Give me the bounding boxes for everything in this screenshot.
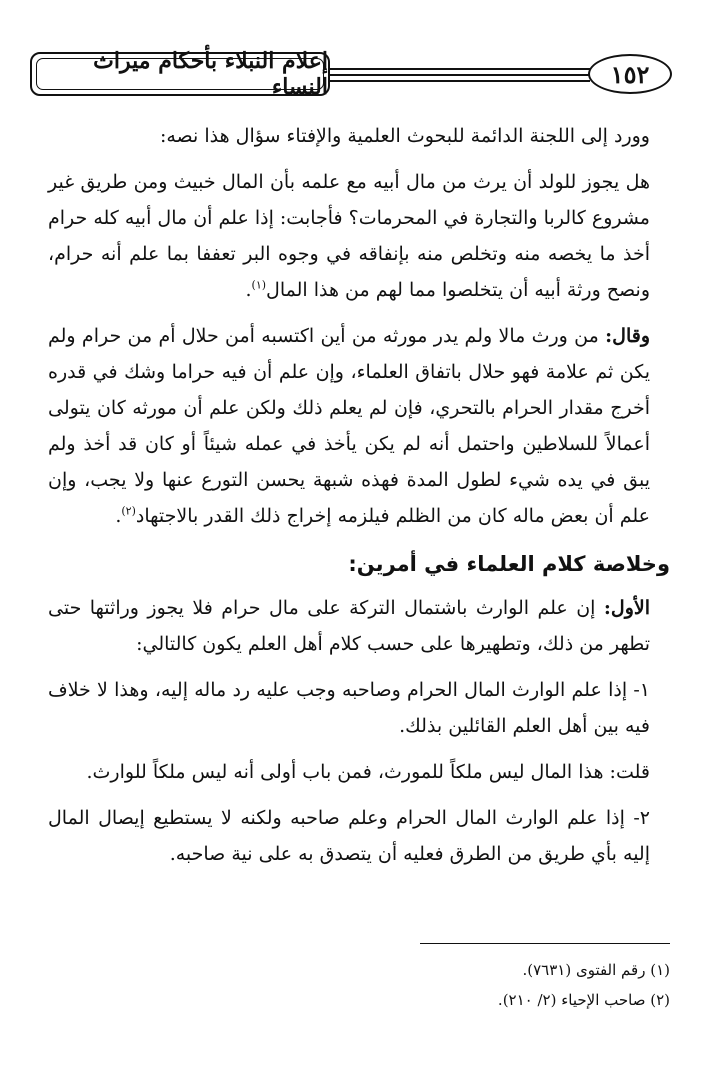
item-2: ٢- إذا علم الوارث المال الحرام وعلم صاحبه ولكنه لا يستطيع إيصال المال إليه بأي طريق من الطرق فعليه أن يتصدق به على نية صاحبه.	[48, 807, 650, 865]
question-end: .	[245, 279, 252, 301]
footnote-ref-1: (١)	[251, 278, 267, 292]
footnote-divider	[420, 943, 670, 944]
first-text: إن علم الوارث باشتمال التركة على مال حرام فلا يجوز وراثتها حتى تطهر من ذلك، وتطهيرها على حسب كلام أهل العلم يكون كالتالي:	[48, 597, 650, 655]
page-header	[30, 48, 680, 102]
summary-heading: وخلاصة كلام العلماء في أمرين:	[348, 552, 670, 576]
first-label: الأول:	[603, 597, 650, 619]
item-1: ١- إذا علم الوارث المال الحرام وصاحبه وجب عليه رد ماله إليه، وهذا لا خلاف فيه بين أهل العلم القائلين بذلك.	[48, 679, 650, 737]
header-rule	[330, 68, 590, 70]
footnotes	[270, 955, 670, 1015]
intro-paragraph: وورد إلى اللجنة الدائمة للبحوث العلمية والإفتاء سؤال هذا نصه:	[159, 125, 650, 147]
footnote-1: (١) رقم الفتوى (٧٦٣١).	[522, 961, 670, 979]
book-title: إعلام النبلاء بأحكام ميراث النساء	[30, 52, 330, 96]
qultu-paragraph: قلت: هذا المال ليس ملكاً للمورث، فمن باب أولى أنه ليس ملكاً للوارث.	[86, 761, 650, 783]
qala-end: .	[115, 505, 122, 527]
qala-paragraph	[48, 318, 670, 534]
question-paragraph	[48, 164, 670, 308]
question-text: هل يجوز للولد أن يرث من مال أبيه مع علمه بأن المال خبيث ومن طريق غير مشروع كالربا والتجارة في المحرمات؟ فأجابت: إذا علم أن مال أبيه كله حرام أخذ ما يخصه منه وتخلص منه بإنفاقه في وجوه البر تعففا بما علم أنه حرام، ونصح ورثة أبيه أن يتخلصوا مما لهم من هذا المال	[48, 171, 650, 301]
main-text	[48, 118, 670, 872]
footnote-2: (٢) صاحب الإحياء (٢/ ٢١٠).	[497, 991, 670, 1009]
header-rule	[330, 80, 590, 82]
header-rule	[330, 74, 590, 76]
page-number: ١٥٢	[588, 54, 672, 94]
first-paragraph	[48, 590, 670, 662]
footnote-ref-2: (٢)	[121, 504, 136, 518]
qala-text: من ورث مالا ولم يدر مورثه من أين اكتسبه أمن حلال أم من حرام ولم يكن ثم علامة فهو حلال باتفاق العلماء، وإن علم أن فيه حراما وشك في قدره أخرج مقدار الحرام بالتحري، فإن لم يعلم ذلك ولكن علم أن مورثه كان يتولى أعمالاً للسلاطين واحتمل أنه لم يكن يأخذ في عمله شيئاً أو كان قد أخذ ولم يبق في يده شيء لطول المدة فهذه شبهة يحسن التورع عنها ولا يجب، وإن علم أن بعض ماله كان من الظلم فيلزمه إخراج ذلك القدر بالاجتهاد	[48, 325, 650, 527]
qala-label: وقال:	[605, 325, 650, 347]
